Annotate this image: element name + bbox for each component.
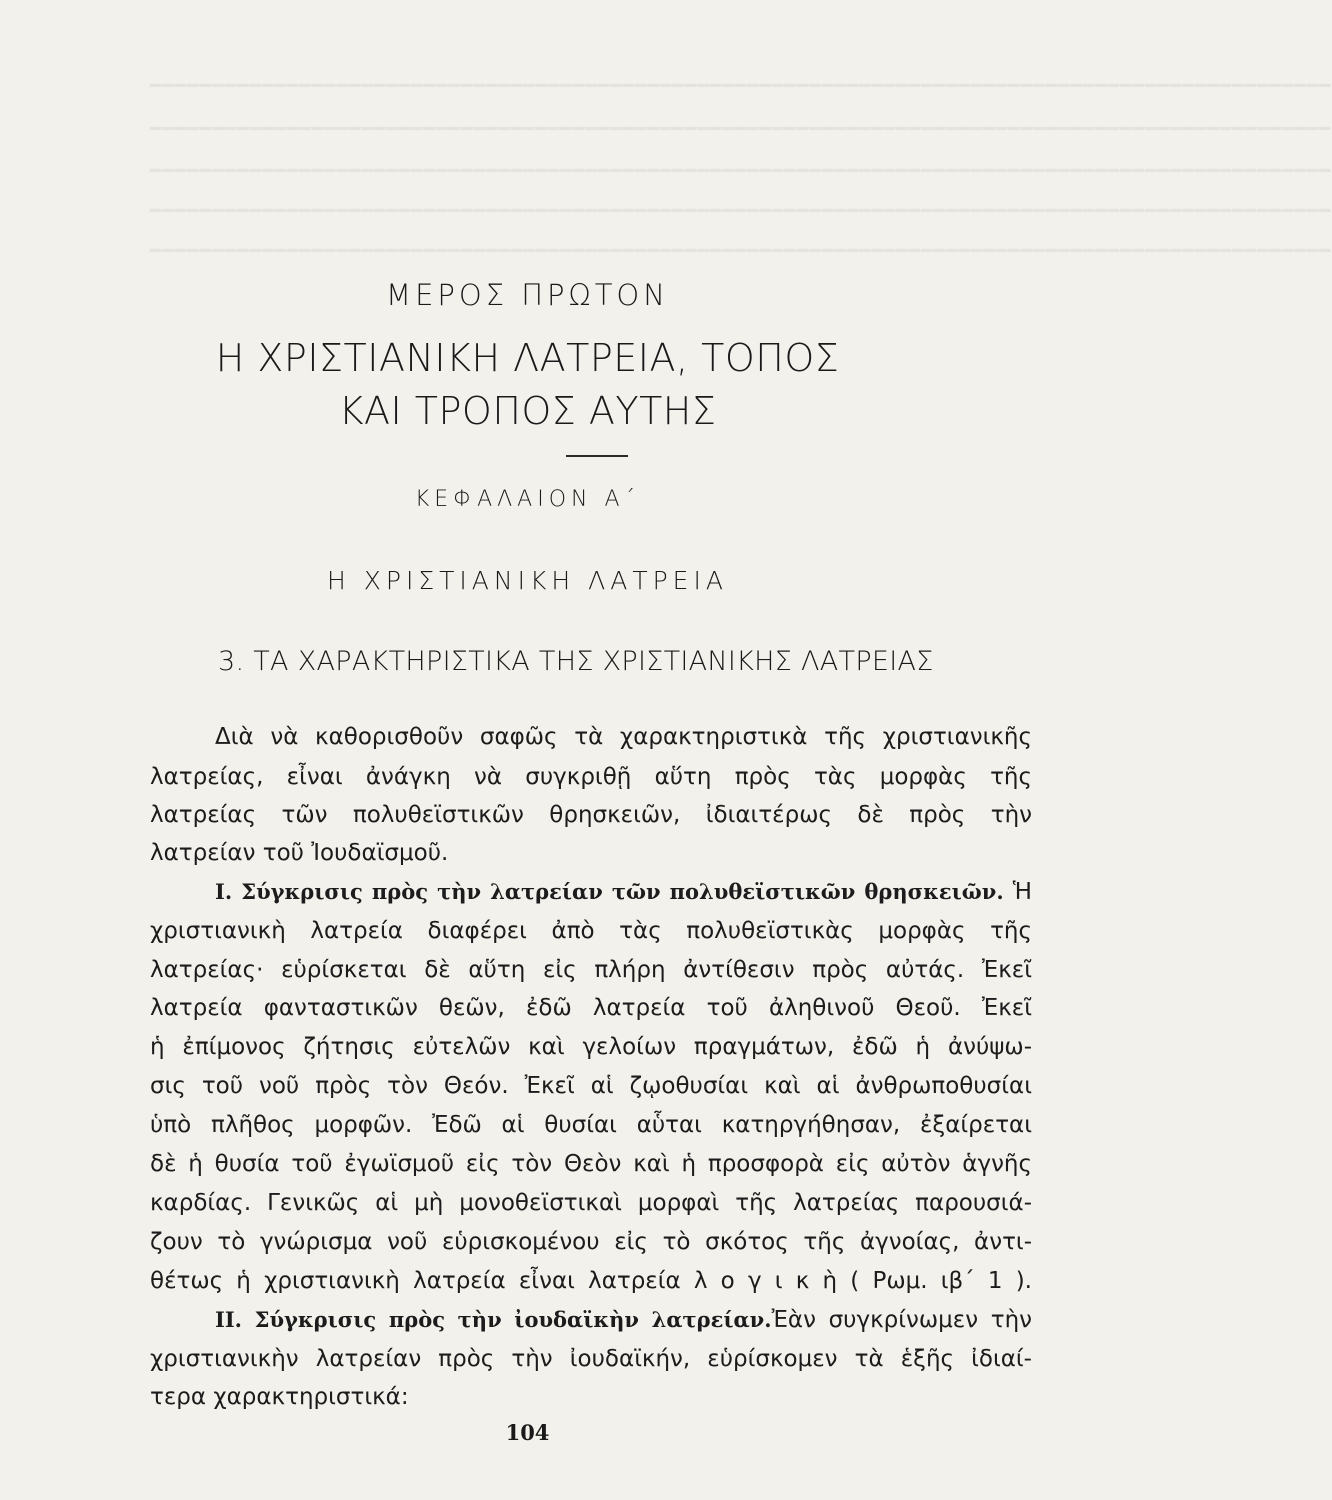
- subsection-1-first-text: Ἡ: [1003, 879, 1032, 905]
- subsection-1-first-line: [215, 877, 1032, 907]
- title-divider: [566, 455, 628, 457]
- body-line: ζουν τὸ γνώρισμα νοῦ εὑρισκομένου εἰς τὸ σκότος τῆς ἀγνοίας, ἀντι-: [150, 1229, 1032, 1255]
- part-heading: ΜΕΡΟΣ ΠΡΩΤΟΝ: [386, 278, 669, 312]
- body-line: χριστιανικὴ λατρεία διαφέρει ἀπὸ τὰς πολυθεϊστικὰς μορφὰς τῆς: [150, 918, 1032, 944]
- page-number: 104: [505, 1420, 550, 1445]
- subsection-2-heading: ΙΙ. Σύγκρισις πρὸς τὴν ἰουδαϊκὴν λατρείαν.: [215, 1307, 772, 1332]
- show-through-texture: ━━━━━━━━━━━━━━━━━━━━━━━━━━━━━━━━━━━━━━━━━━━━━━━━━━━━━━━━━━━━━━━━━━━━━━━━━━━━━━━━━━━━━━━━━━━━━━━: [150, 160, 1332, 182]
- body-line: θέτως ἡ χριστιανικὴ λατρεία εἶναι λατρεία λ ο γ ι κ ὴ ( Ρωμ. ιβ΄ 1 ).: [150, 1268, 1032, 1294]
- body-line: λατρείας, εἶναι ἀνάγκη νὰ συγκριθῇ αὕτη πρὸς τὰς μορφὰς τῆς: [150, 764, 1032, 790]
- subsection-2-first-line: [215, 1305, 1032, 1335]
- show-through-texture: ━━━━━━━━━━━━━━━━━━━━━━━━━━━━━━━━━━━━━━━━━━━━━━━━━━━━━━━━━━━━━━━━━━━━━━━━━━━━━━━━━━━━━━━━━━━━━━━: [150, 200, 1332, 222]
- body-line: λατρεία φανταστικῶν θεῶν, ἐδῶ λατρεία τοῦ ἀληθινοῦ Θεοῦ. Ἐκεῖ: [150, 995, 1032, 1021]
- subsection-2-first-text: Ἐὰν συγκρίνωμεν τὴν: [771, 1307, 1032, 1333]
- body-line: λατρείας· εὑρίσκεται δὲ αὕτη εἰς πλήρη ἀντίθεσιν πρὸς αὐτάς. Ἐκεῖ: [150, 957, 1032, 983]
- body-line: ὑπὸ πλῆθος μορφῶν. Ἐδῶ αἱ θυσίαι αὗται κατηργήθησαν, ἐξαίρεται: [150, 1112, 1032, 1138]
- body-line: τερα χαρακτηριστικά:: [150, 1384, 409, 1410]
- section-heading: 3. ΤΑ ΧΑΡΑΚΤΗΡΙΣΤΙΚΑ ΤΗΣ ΧΡΙΣΤΙΑΝΙΚΗΣ ΛΑΤΡΕΙΑΣ: [218, 646, 934, 677]
- show-through-texture: ━━━━━━━━━━━━━━━━━━━━━━━━━━━━━━━━━━━━━━━━━━━━━━━━━━━━━━━━━━━━━━━━━━━━━━━━━━━━━━━━━━━━━━━━━━━━━━━: [150, 118, 1332, 140]
- body-line: σις τοῦ νοῦ πρὸς τὸν Θεόν. Ἐκεῖ αἱ ζῳοθυσίαι καὶ αἱ ἀνθρωποθυσίαι: [150, 1073, 1032, 1099]
- body-line: λατρείας τῶν πολυθεϊστικῶν θρησκειῶν, ἰδιαιτέρως δὲ πρὸς τὴν: [150, 802, 1032, 828]
- body-line: δὲ ἡ θυσία τοῦ ἐγωϊσμοῦ εἰς τὸν Θεὸν καὶ ἡ προσφορὰ εἰς αὐτὸν ἁγνῆς: [150, 1151, 1032, 1177]
- body-line: Διὰ νὰ καθορισθοῦν σαφῶς τὰ χαρακτηριστικὰ τῆς χριστιανικῆς: [215, 724, 1032, 750]
- body-line: λατρείαν τοῦ Ἰουδαϊσμοῦ.: [150, 840, 449, 866]
- show-through-texture: ━━━━━━━━━━━━━━━━━━━━━━━━━━━━━━━━━━━━━━━━━━━━━━━━━━━━━━━━━━━━━━━━━━━━━━━━━━━━━━━━━━━━━━━━━━━━━━━: [150, 75, 1332, 97]
- title-line-1: Η ΧΡΙΣΤΙΑΝΙΚΗ ΛΑΤΡΕΙΑ, ΤΟΠΟΣ: [215, 336, 840, 380]
- chapter-heading: ΚΕΦΑΛΑΙΟΝ Α΄: [414, 487, 641, 512]
- chapter-title: Η ΧΡΙΣΤΙΑΝΙΚΗ ΛΑΤΡΕΙΑ: [327, 566, 728, 595]
- body-line: ἡ ἐπίμονος ζήτησις εὐτελῶν καὶ γελοίων πραγμάτων, ἐδῶ ἡ ἀνύψω-: [150, 1034, 1032, 1060]
- title-line-2: ΚΑΙ ΤΡΟΠΟΣ ΑΥΤΗΣ: [338, 389, 717, 433]
- subsection-1-heading: Ι. Σύγκρισις πρὸς τὴν λατρείαν τῶν πολυθεϊστικῶν θρησκειῶν.: [215, 879, 1004, 904]
- body-line: χριστιανικὴν λατρείαν πρὸς τὴν ἰουδαϊκήν, εὑρίσκομεν τὰ ἑξῆς ἰδιαί-: [150, 1346, 1032, 1372]
- show-through-texture: ━━━━━━━━━━━━━━━━━━━━━━━━━━━━━━━━━━━━━━━━━━━━━━━━━━━━━━━━━━━━━━━━━━━━━━━━━━━━━━━━━━━━━━━━━━━━━━━: [150, 240, 1332, 262]
- body-line: καρδίας. Γενικῶς αἱ μὴ μονοθεϊστικαὶ μορφαὶ τῆς λατρείας παρουσιά-: [150, 1190, 1032, 1216]
